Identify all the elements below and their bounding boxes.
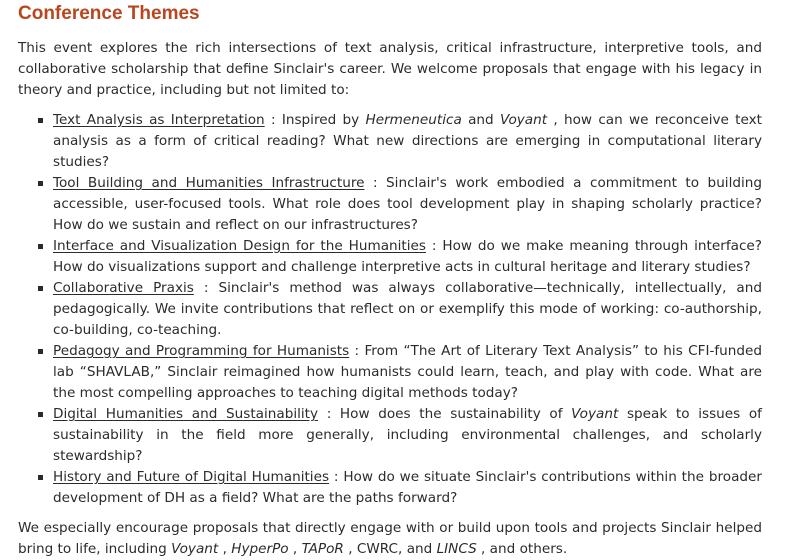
outro-text: , and others. <box>476 541 568 557</box>
outro-text: , CWRC, and <box>343 541 437 557</box>
theme-text: : How does the sustainability of <box>318 406 572 422</box>
theme-text: , how can we reconceive text analysis as a form of critical reading? What new directions are emerging in computational literary studies? <box>53 112 762 170</box>
theme-text: : Inspired by <box>264 112 366 128</box>
theme-link[interactable]: History and Future of Digital Humanities <box>53 469 330 485</box>
theme-text: : Sinclair's work embodied a commitment to building accessible, user-focused tools. What role does tool development play in shaping scholarly practice? How do we sustain and reflect on our infrastructures? <box>53 175 763 233</box>
title-hyperpo: HyperPo <box>231 541 289 557</box>
theme-text: : How do we situate Sinclair's contributions within the broader development of DH as a field? What are the paths forward? <box>53 469 762 506</box>
outro-text: , <box>218 541 232 557</box>
intro-paragraph: This event explores the rich intersections of text analysis, critical infrastructure, interpretive tools, and collaborative scholarship that define Sinclair's career. We welcome proposals that engage with his legacy in theory and practice, including but not limited to: <box>18 40 762 98</box>
page-title: Conference Themes <box>18 3 200 24</box>
outro-paragraph <box>18 518 762 560</box>
theme-text: : Sinclair's method was always collaborative—technically, intellectually, and pedagogically. We invite contributions that reflect on or exemplify this mode of working: co-authorship, co-building, co-teaching. <box>53 280 762 338</box>
outro-text: We especially encourage proposals that directly engage with or build upon tools and projects Sinclair helped bring to life, including <box>18 520 762 557</box>
outro-text: , <box>288 541 302 557</box>
theme-item-text-analysis <box>53 110 762 173</box>
title-voyant: Voyant <box>571 406 619 422</box>
theme-text: and <box>461 112 500 128</box>
theme-text: : From “The Art of Literary Text Analysis” to his CFI-funded lab “SHAVLAB,” Sinclair reimagined how humanists could learn, teach, and play with code. What are the most compelling approaches to teaching digital methods today? <box>53 343 762 401</box>
title-lincs: LINCS <box>436 541 477 557</box>
title-hermeneutica: Hermeneutica <box>365 112 462 128</box>
title-voyant: Voyant <box>499 112 548 128</box>
theme-link[interactable]: Interface and Visualization Design for the Humanities <box>53 238 426 254</box>
theme-link[interactable]: Digital Humanities and Sustainability <box>53 406 319 422</box>
theme-link[interactable]: Text Analysis as Interpretation <box>53 112 265 128</box>
theme-text: speak to issues of sustainability in the field more generally, including environmental challenges, and scholarly stewardship? <box>53 406 762 464</box>
theme-item-tool-building <box>53 173 762 236</box>
theme-item-collaborative-praxis <box>53 278 762 341</box>
theme-item-history-future <box>53 467 762 509</box>
title-tapor: TAPoR <box>301 541 344 557</box>
theme-link[interactable]: Pedagogy and Programming for Humanists <box>53 343 350 359</box>
themes-list <box>18 110 762 509</box>
theme-item-pedagogy <box>53 341 762 404</box>
title-voyant: Voyant <box>171 541 219 557</box>
theme-item-interface-design <box>53 236 762 278</box>
theme-text: : How do we make meaning through interface? How do visualizations support and challenge interpretive acts in cultural heritage and literary studies? <box>53 238 762 275</box>
theme-link[interactable]: Collaborative Praxis <box>53 280 194 296</box>
theme-link[interactable]: Tool Building and Humanities Infrastructure <box>53 175 365 191</box>
theme-item-sustainability <box>53 404 762 467</box>
